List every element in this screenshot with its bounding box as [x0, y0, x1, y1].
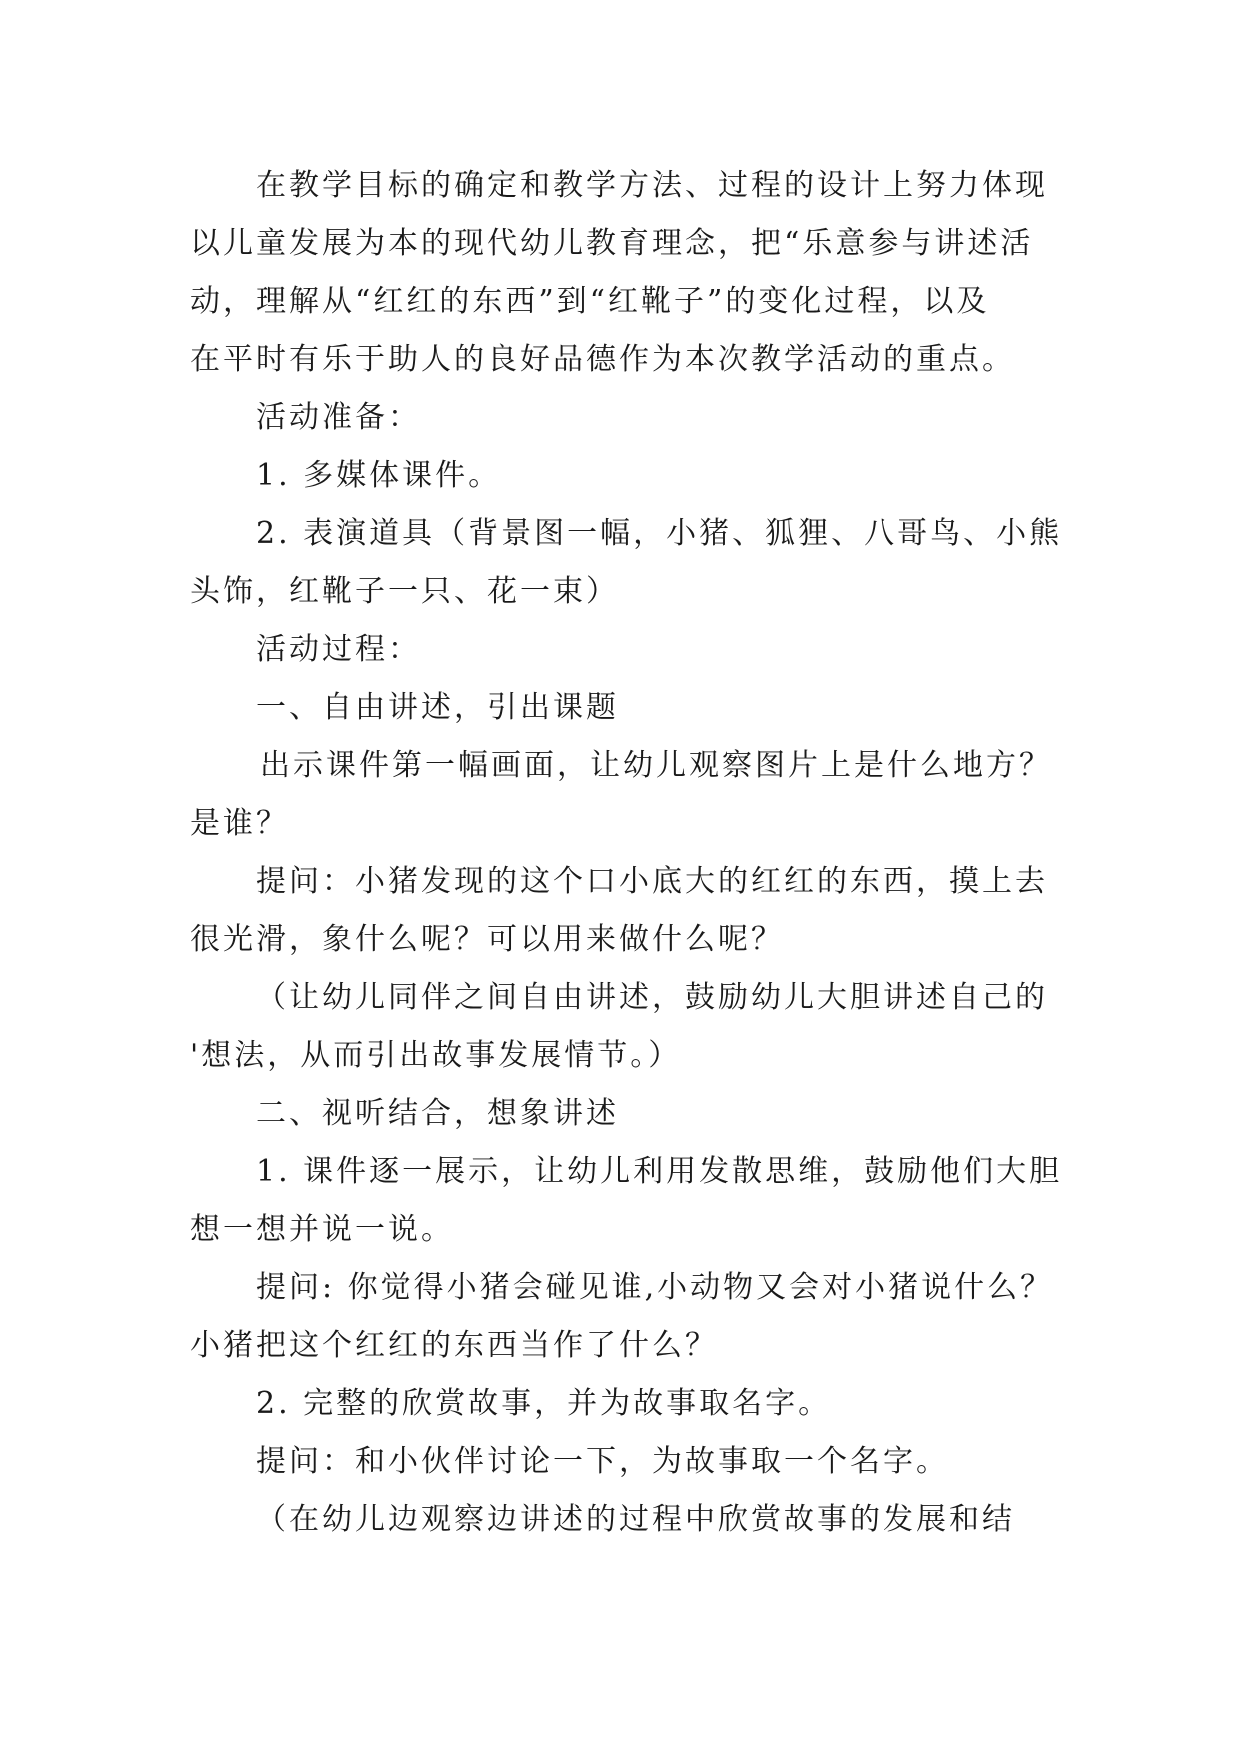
paragraph-line: 以儿童发展为本的现代幼儿教育理念，把“乐意参与讲述活 [190, 226, 1034, 261]
list-item: 1. 课件逐一展示，让幼儿利用发散思维，鼓励他们大胆 [256, 1154, 1063, 1189]
paragraph-line: 提问：和小伙伴讨论一下，为故事取一个名字。 [256, 1444, 949, 1479]
paragraph-line: 出示课件第一幅画面，让幼儿观察图片上是什么地方？ [260, 748, 1052, 783]
paragraph-line: '想法，从而引出故事发展情节。） [190, 1038, 682, 1073]
paragraph-line: 在平时有乐于助人的良好品德作为本次教学活动的重点。 [190, 342, 1015, 377]
subsection-heading: 一、自由讲述，引出课题 [256, 690, 619, 725]
paragraph-line: （在幼儿边观察边讲述的过程中欣赏故事的发展和结 [256, 1502, 1015, 1537]
paragraph-line: 在教学目标的确定和教学方法、过程的设计上努力体现 [256, 168, 1048, 203]
paragraph-line: 很光滑，象什么呢？可以用来做什么呢？ [190, 922, 784, 957]
section-heading: 活动准备： [256, 400, 421, 435]
paragraph-line: （让幼儿同伴之间自由讲述，鼓励幼儿大胆讲述自己的 [256, 980, 1048, 1015]
paragraph-line: 想一想并说一说。 [190, 1212, 454, 1247]
paragraph-line: 提问: 你觉得小猪会碰见谁,小动物又会对小猪说什么？ [256, 1270, 1054, 1305]
document-body [190, 157, 1070, 1549]
paragraph-line: 小猪把这个红红的东西当作了什么？ [190, 1328, 718, 1363]
paragraph-line: 头饰，红靴子一只、花一束） [190, 574, 619, 609]
list-item: 2. 表演道具（背景图一幅，小猪、狐狸、八哥鸟、小熊 [256, 516, 1063, 551]
paragraph-line: 动，理解从“红红的东西”到“红靴子”的变化过程，以及 [190, 284, 990, 319]
subsection-heading: 二、视听结合，想象讲述 [256, 1096, 619, 1131]
section-heading: 活动过程： [256, 632, 421, 667]
list-item: 1. 多媒体课件。 [256, 458, 502, 493]
paragraph-line: 是谁？ [190, 806, 289, 841]
list-item: 2. 完整的欣赏故事，并为故事取名字。 [256, 1386, 832, 1421]
paragraph-line: 提问：小猪发现的这个口小底大的红红的东西，摸上去 [256, 864, 1048, 899]
